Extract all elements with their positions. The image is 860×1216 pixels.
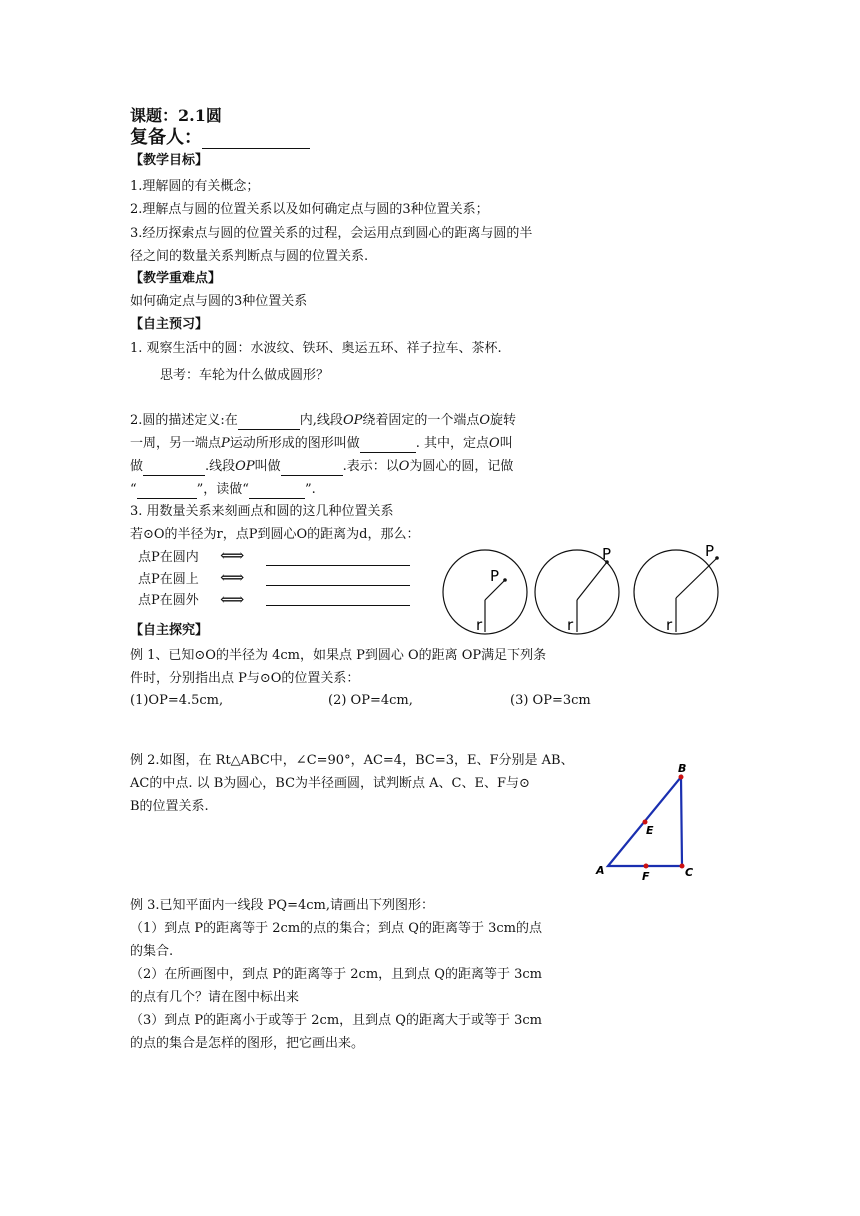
preview-q1: 1. 观察生活中的圆：水波纹、铁环、奥运五环、祥子拉车、茶杯. xyxy=(130,341,502,356)
preview-q2-line1 xyxy=(130,412,516,430)
circles-figure xyxy=(436,540,728,645)
label-p: P xyxy=(602,545,612,563)
relation-label: 点P在圆外 xyxy=(138,593,199,608)
label-p: P xyxy=(705,542,715,560)
label-f: F xyxy=(642,870,650,883)
q2-var: O xyxy=(479,413,491,428)
author-label: 复备人： xyxy=(130,127,202,148)
example2-line3: B的位置关系. xyxy=(130,799,209,814)
preview-q1-think: 思考：车轮为什么做成圆形？ xyxy=(160,368,330,383)
keypoints-heading: 【教学重难点】 xyxy=(130,271,222,286)
preview-q2-line2 xyxy=(130,435,513,453)
q2-text: 绕着固定的一个端点 xyxy=(362,413,480,428)
answer-blank xyxy=(266,585,410,586)
goal-item: 2.理解点与圆的位置关系以及如何确定点与圆的3种位置关系； xyxy=(130,202,489,217)
example3-line5: 的点有几个？请在图中标出来 xyxy=(130,990,300,1005)
q2-blank-1 xyxy=(238,415,300,430)
lesson-title: 课题：2.1圆 xyxy=(130,106,222,125)
point-b xyxy=(679,775,684,780)
example2-line2: AC的中点. 以 B为圆心，BC为半径画圆，试判断点 A、C、E、F与⊙ xyxy=(130,776,530,791)
q2-text: ”. xyxy=(304,482,316,497)
triangle-figure xyxy=(590,760,702,884)
example3-line2: （1）到点 P的距离等于 2cm的点的集合；到点 Q的距离等于 3cm的点 xyxy=(130,921,542,936)
example1-line2: 件时，分别指出点 P与⊙O的位置关系： xyxy=(130,671,360,686)
q2-blank-3 xyxy=(143,461,205,476)
answer-blank xyxy=(266,565,410,566)
equivalence-arrow: ⟺ xyxy=(220,568,245,588)
q2-text: 旋转 xyxy=(490,413,517,428)
point-f xyxy=(644,864,649,869)
goal-item: 径之间的数量关系判断点与圆的位置关系. xyxy=(130,249,369,264)
q2-text: “ xyxy=(130,482,137,497)
example3-line1: 例 3.已知平面内一线段 PQ=4cm,请画出下列图形： xyxy=(130,898,434,913)
q2-text: 2.圆的描述定义:在 xyxy=(130,413,238,428)
segment-op xyxy=(577,562,607,600)
q2-text: 叫 xyxy=(499,436,513,451)
q2-blank-2 xyxy=(360,438,416,453)
q2-blank-4 xyxy=(281,461,343,476)
preview-q3: 3. 用数量关系来刻画点和圆的这几种位置关系 xyxy=(130,504,394,519)
q2-blank-6 xyxy=(249,484,305,499)
keypoints-text: 如何确定点与圆的3种位置关系 xyxy=(130,294,308,309)
q2-var: O xyxy=(398,459,410,474)
equivalence-arrow: ⟺ xyxy=(220,590,245,610)
preview-q2-line3 xyxy=(130,458,513,476)
relation-label: 点P在圆内 xyxy=(138,550,199,565)
goals-heading: 【教学目标】 xyxy=(130,153,209,168)
example3-line6: （3）到点 P的距离小于或等于 2cm，且到点 Q的距离大于或等于 3cm xyxy=(130,1013,542,1028)
label-r: r xyxy=(666,616,673,634)
example1-option: (1)OP=4.5cm, xyxy=(130,693,224,708)
equivalence-arrow: ⟺ xyxy=(220,546,245,566)
label-e: E xyxy=(646,824,654,837)
example1-option: (3) OP=3cm xyxy=(510,693,591,708)
point-c xyxy=(680,864,685,869)
q2-text: 叫做 xyxy=(254,459,281,474)
preview-q2-line4 xyxy=(130,481,316,499)
q2-text: 为圆心的圆，记做 xyxy=(409,459,514,474)
author-line xyxy=(130,127,310,149)
q2-text: 内,线段 xyxy=(299,413,343,428)
q2-text: 做 xyxy=(130,459,144,474)
goal-item: 1.理解圆的有关概念； xyxy=(130,179,260,194)
example1-option: (2) OP=4cm, xyxy=(328,693,413,708)
q2-text: . 其中，定点 xyxy=(415,436,490,451)
q2-blank-5 xyxy=(137,484,197,499)
relation-label: 点P在圆上 xyxy=(138,572,199,587)
label-r: r xyxy=(567,616,574,634)
q2-text: ”，读做“ xyxy=(196,482,249,497)
point-p xyxy=(503,578,507,582)
preview-heading: 【自主预习】 xyxy=(130,317,209,332)
example3-line7: 的点的集合是怎样的图形，把它画出来。 xyxy=(130,1036,365,1051)
segment-op xyxy=(676,558,717,598)
label-a: A xyxy=(596,864,605,877)
q2-var: P xyxy=(221,436,230,451)
example3-line3: 的集合. xyxy=(130,944,174,959)
author-blank xyxy=(202,130,310,149)
q2-text: .表示：以 xyxy=(342,459,399,474)
q2-var: O xyxy=(489,436,500,451)
example3-line4: （2）在所画图中，到点 P的距离等于 2cm，且到点 Q的距离等于 3cm xyxy=(130,967,542,982)
example1-line1: 例 1、已知⊙O的半径为 4cm，如果点 P到圆心 O的距离 OP满足下列条 xyxy=(130,648,547,663)
q2-text: .线段 xyxy=(205,459,236,474)
q2-text: 一周，另一端点 xyxy=(130,436,222,451)
explore-heading: 【自主探究】 xyxy=(130,623,209,638)
q2-text: 运动所形成的图形叫做 xyxy=(229,436,360,451)
point-p xyxy=(715,556,719,560)
goal-item: 3.经历探索点与圆的位置关系的过程，会运用点到圆心的距离与圆的半 xyxy=(130,226,533,241)
label-r: r xyxy=(476,616,483,634)
label-b: B xyxy=(678,762,687,775)
label-c: C xyxy=(685,866,694,879)
answer-blank xyxy=(266,605,410,606)
q2-var: OP xyxy=(342,413,363,428)
preview-q3-condition: 若⊙O的半径为r，点P到圆心O的距离为d，那么： xyxy=(130,527,420,542)
q2-var: OP xyxy=(235,459,255,474)
example2-line1: 例 2.如图，在 Rt△ABC中，∠C=90°，AC=4，BC=3，E、F分别是 AB、 xyxy=(130,753,574,768)
label-p: P xyxy=(490,567,500,585)
